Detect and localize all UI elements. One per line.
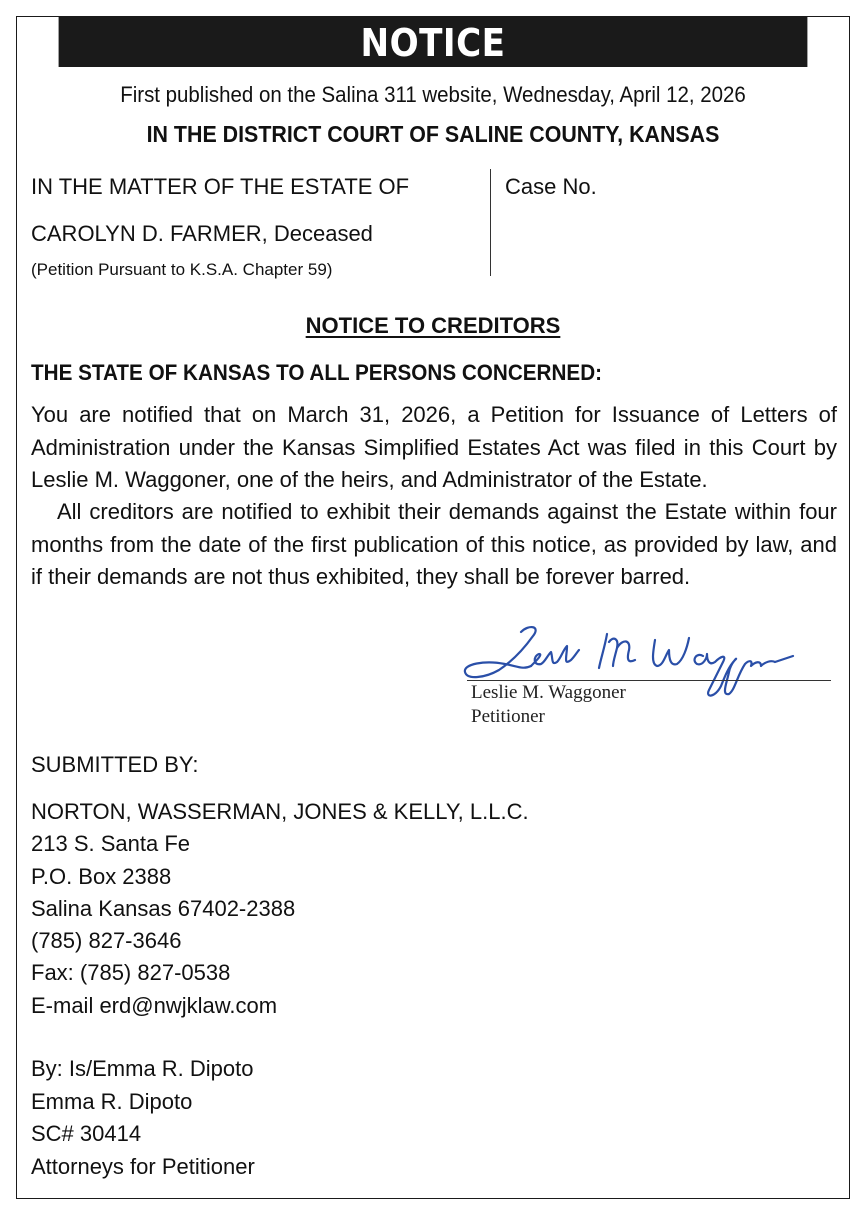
firm-street: 213 S. Santa Fe (31, 831, 190, 857)
firm-address-block (31, 796, 529, 1022)
notice-frame (16, 16, 850, 1199)
addressee-heading: THE STATE OF KANSAS TO ALL PERSONS CONCERNED: (31, 360, 603, 385)
attorney-name: Emma R. Dipoto (31, 1088, 193, 1114)
signer-name: Leslie M. Waggoner (471, 682, 626, 703)
paragraph-creditors: All creditors are notified to exhibit their demands against the Estate within four months from the date of the first publication of this notice, as provided by law, and if their demands are not thus exhibited, they shall be forever barred. (31, 499, 837, 589)
caption-matter: IN THE MATTER OF THE ESTATE OF (31, 174, 410, 199)
notice-banner: NOTICE (59, 17, 808, 67)
case-number-label: Case No. (505, 174, 597, 199)
notice-title (17, 313, 849, 339)
caption-petition: (Petition Pursuant to K.S.A. Chapter 59) (31, 260, 333, 279)
caption-divider (490, 169, 491, 276)
firm-email: E-mail erd@nwjklaw.com (31, 992, 278, 1018)
submitted-by-label: SUBMITTED BY: (31, 752, 199, 777)
signature-line (467, 680, 831, 681)
attorney-sc-number: SC# 30414 (31, 1121, 142, 1146)
firm-phone: (785) 827-3646 (31, 928, 182, 954)
signer-title: Petitioner (471, 706, 545, 727)
attorney-by-line: By: Is/Emma R. Dipoto (31, 1056, 254, 1081)
court-heading: IN THE DISTRICT COURT OF SALINE COUNTY, KANSAS (146, 121, 720, 147)
attorney-role: Attorneys for Petitioner (31, 1153, 255, 1179)
attorney-block (31, 1053, 255, 1183)
publication-line: First published on the Salina 311 website, Wednesday, April 12, 2026 (120, 82, 746, 107)
firm-po-box: P.O. Box 2388 (31, 863, 172, 889)
firm-city: Salina Kansas 67402-2388 (31, 895, 296, 921)
firm-name: NORTON, WASSERMAN, JONES & KELLY, L.L.C. (31, 799, 529, 824)
firm-fax: Fax: (785) 827-0538 (31, 960, 231, 986)
paragraph-petition: You are notified that on March 31, 2026, a Petition for Issuance of Letters of Administration under the Kansas Simplified Estates Act was filed in this Court by Leslie M. Waggoner, one of the heirs, and Administrator of the Estate. (31, 402, 837, 492)
signature-block (459, 620, 837, 735)
caption-decedent: CAROLYN D. FARMER, Deceased (31, 221, 373, 246)
notice-title-text: NOTICE TO CREDITORS (305, 313, 561, 338)
